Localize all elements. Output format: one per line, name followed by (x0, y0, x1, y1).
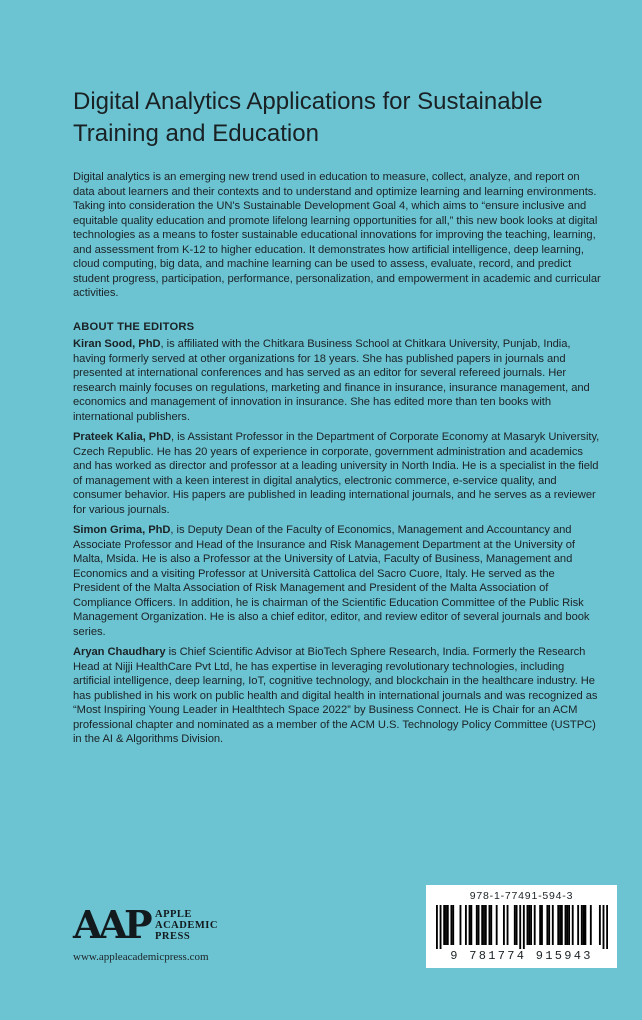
barcode-bar (598, 905, 600, 945)
editor-name: Kiran Sood, PhD (73, 338, 161, 350)
isbn-barcode (426, 885, 617, 968)
barcode-bar (541, 905, 543, 945)
publisher-name-line: ACADEMIC (155, 920, 218, 931)
barcode-bar (589, 905, 591, 945)
barcode-bar (452, 905, 454, 945)
barcode-bar (484, 905, 486, 945)
barcode-bar (483, 905, 485, 945)
editor-bio (73, 523, 603, 639)
publisher-name-line: PRESS (155, 931, 191, 942)
barcode-bar (443, 905, 445, 945)
barcode-bar (551, 905, 553, 945)
editor-name: Prateek Kalia, PhD (73, 431, 171, 443)
barcode-bar (526, 905, 528, 945)
barcode-bar (566, 905, 568, 945)
barcode-bar (436, 905, 438, 949)
barcode-bar (539, 905, 541, 945)
barcode-bar (475, 905, 477, 945)
barcode-bar (502, 905, 504, 945)
barcode-bar (580, 905, 582, 945)
barcode-bar (477, 905, 479, 945)
barcode-bar (584, 905, 586, 945)
book-title: Digital Analytics Applications for Sustainable Training and Education (73, 88, 543, 147)
editor-name: Simon Grima, PhD (73, 524, 171, 536)
barcode-bar (559, 905, 561, 945)
barcode-bar (445, 905, 447, 945)
barcode-bars (436, 905, 608, 949)
barcode-bar (522, 905, 524, 949)
barcode-bar (606, 905, 608, 949)
isbn-number: 978-1-77491-594-3 (469, 890, 574, 902)
barcode-digits: 9 781774 915943 (450, 949, 593, 963)
editor-bio (73, 645, 603, 747)
barcode-bar (450, 905, 452, 945)
barcode-bar (568, 905, 570, 945)
editor-bio-text: , is affiliated with the Chitkara Business School at Chitkara University, Punjab, India, having formerly served at other organizations for 18 years. She has published papers in journals and presented at international conferences and has served as an editor for several refereed journals. Her research mainly focuses on regulations, marketing and finance in insurance, insurance management, and economics and management of innovation in insurance. She has edited more than ten books with international publishers. (73, 338, 590, 423)
editor-bio-text: is Chief Scientific Advisor at BioTech Sphere Research, India. Formerly the Research Head at Nijji HealthCare Pvt Ltd, he has expertise in leveraging revolutionary technologies, including artificial intelligence, deep learning, IoT, cognitive technology, and blockchain in the healthcare industry. He has published in his work on public health and digital health in international journals and was recognized as “Most Inspiring Young Leader in Healthtech Space 2022” by Business Connect. He is Chair for an ACM professional chapter and nominated as a member of the ACM U.S. Technology Policy Committee (USTPC) in the AI & Algorithms Division. (73, 646, 598, 745)
barcode-bar (488, 905, 490, 945)
editor-bio-text: , is Assistant Professor in the Department of Corporate Economy at Masaryk University, Czech Republic. He has 20 years of experience in corporate, government administration and academics and has worked as director and professor at a leading university in North India. He is a specialist in the field of management with a keen interest in digital analytics, electronic commerce, e-service quality, and consumer behavior. His papers are published in leading international journals, and he serves as a reviewer for various journals. (73, 431, 600, 516)
barcode-bar (495, 905, 497, 945)
editors-heading: ABOUT THE EDITORS (73, 321, 195, 333)
barcode-bar (468, 905, 470, 945)
aap-logo-mark: AAP (73, 902, 149, 947)
barcode-bar (439, 905, 441, 949)
barcode-bar (602, 905, 604, 949)
barcode-bar (557, 905, 559, 945)
barcode-bar (459, 905, 461, 945)
barcode-bar (490, 905, 492, 945)
editor-bio (73, 430, 603, 517)
barcode-bar (528, 905, 530, 945)
barcode-bar (560, 905, 562, 945)
barcode-bar (571, 905, 573, 945)
barcode-bar (546, 905, 548, 945)
barcode-bar (533, 905, 535, 945)
editor-bio (73, 337, 603, 424)
publisher-logo (73, 902, 303, 965)
publisher-name-line: APPLE (155, 909, 192, 920)
barcode-bar (564, 905, 566, 945)
barcode-bar (446, 905, 448, 945)
barcode-bar (548, 905, 550, 945)
barcode-bar (481, 905, 483, 945)
barcode-bar (464, 905, 466, 945)
barcode-bar (582, 905, 584, 945)
editor-bio-text: , is Deputy Dean of the Faculty of Economics, Management and Accountancy and Associate Professor and Head of the Insurance and Risk Management Department at the University of Malta, Msida. He is also a Professor at the University of Latvia, Faculty of Business, Management and Economics and a visiting Professor at Università Cattolica del Sacro Cuore, Italy. He served as the President of the Malta Association of Risk Management and President of the Malta Association of Compliance Officers. In addition, he is chairman of the Scientific Education Committee of the Public Risk Management Organization. He is also a chief editor, editor, and review editor of several journals and book series. (73, 524, 590, 638)
editors-section (73, 337, 603, 753)
barcode-bar (519, 905, 521, 949)
barcode-bar (506, 905, 508, 945)
barcode-bar (577, 905, 579, 945)
barcode-bar (513, 905, 515, 945)
publisher-website[interactable]: www.appleacademicpress.com (73, 951, 209, 963)
barcode-bar (515, 905, 517, 945)
publisher-name (155, 909, 218, 942)
barcode-bar (470, 905, 472, 945)
barcode-bar (530, 905, 532, 945)
editor-name: Aryan Chaudhary (73, 646, 166, 658)
book-description: Digital analytics is an emerging new trend used in education to measure, collect, analyze, and report on data about learners and their contexts and to understand and optimize learning and learning environments. Taking into consideration the UN's Sustainable Development Goal 4, which aims to “ensure inclusive and equitable quality education and promote lifelong learning opportunities for all,” this new book looks at digital technologies as a means to foster sustainable educational innovations for improving the teaching, learning, and assessment from K-12 to higher education. It demonstrates how artificial intelligence, deep learning, cloud computing, big data, and machine learning can be used to assess, evaluate, record, and predict student progress, participation, performance, personalization, and empowerment in academic and curricular activities. (73, 171, 601, 299)
